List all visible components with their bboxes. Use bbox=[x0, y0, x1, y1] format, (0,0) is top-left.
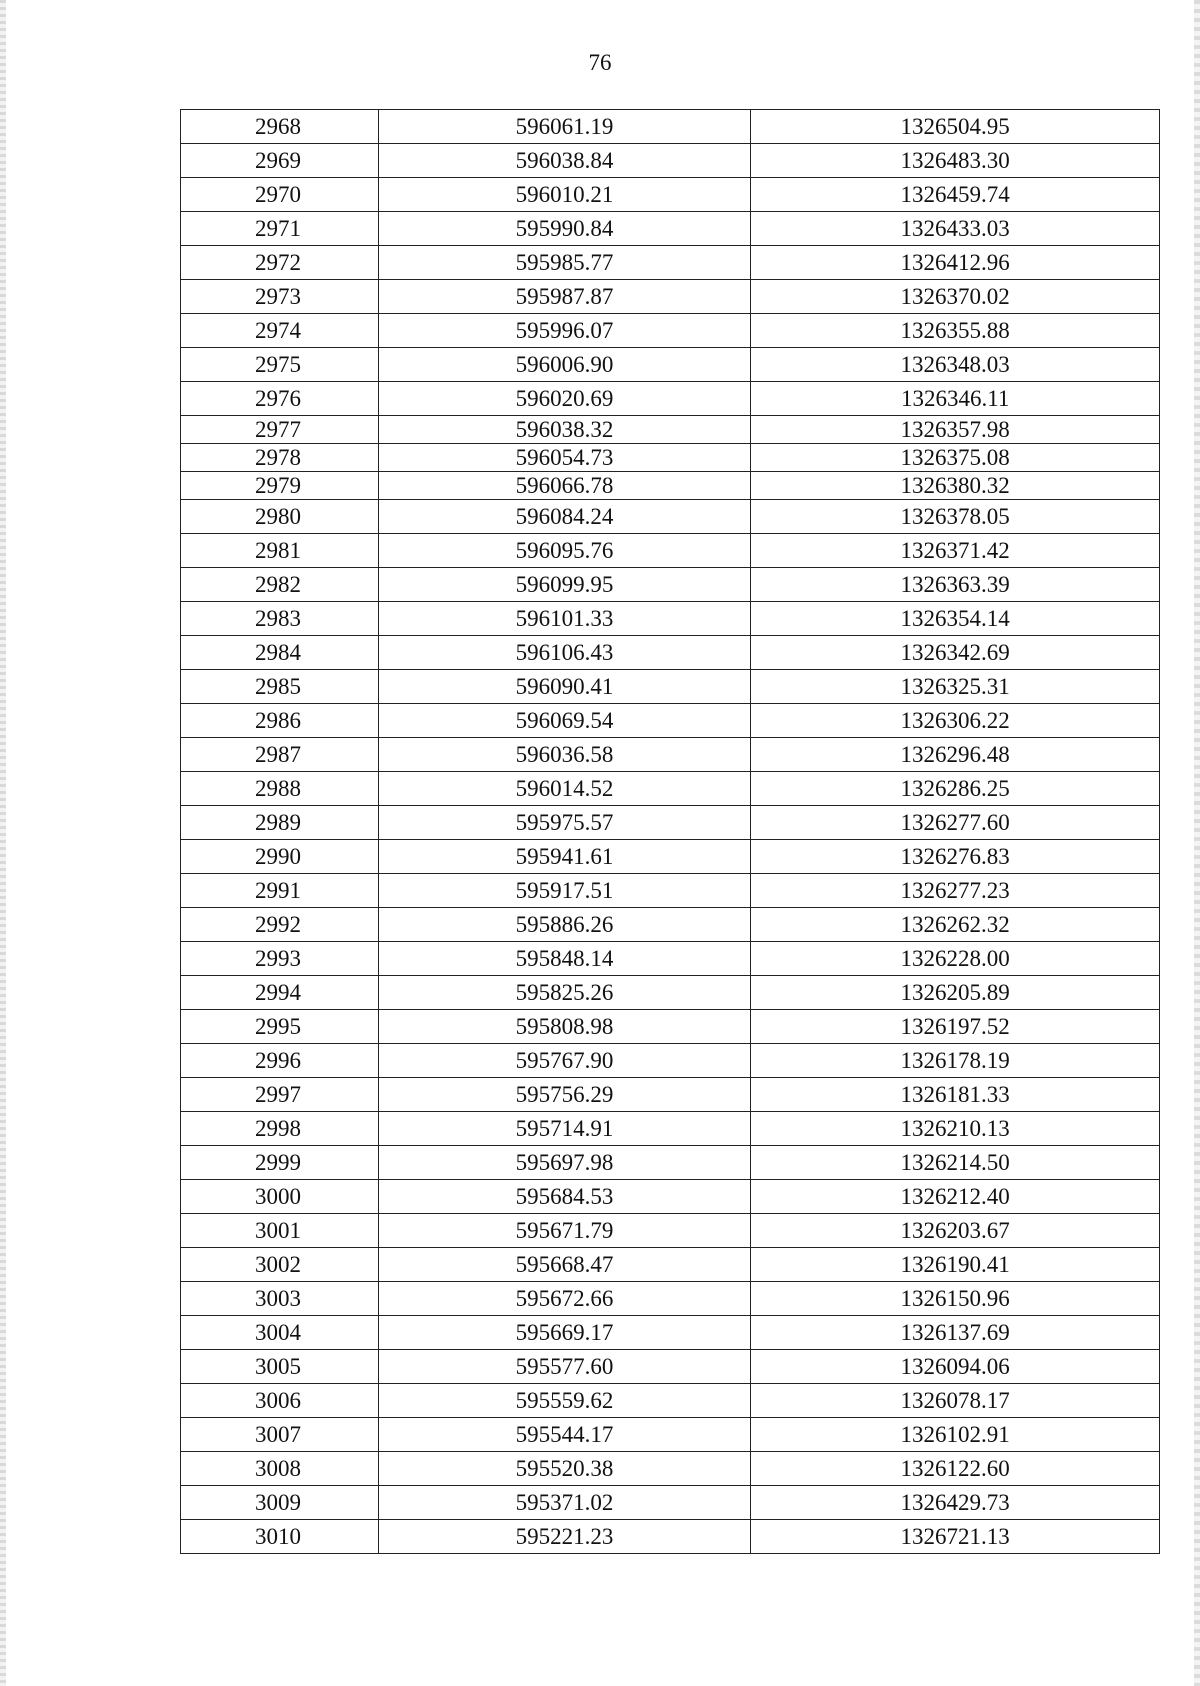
x-coordinate-cell: 595985.77 bbox=[378, 246, 751, 280]
table-row bbox=[181, 212, 1160, 246]
y-coordinate-cell: 1326205.89 bbox=[751, 976, 1160, 1010]
point-number-cell: 2998 bbox=[181, 1112, 379, 1146]
y-coordinate-cell: 1326306.22 bbox=[751, 704, 1160, 738]
point-number-cell: 2968 bbox=[181, 110, 379, 144]
point-number-cell: 3007 bbox=[181, 1418, 379, 1452]
y-coordinate-cell: 1326433.03 bbox=[751, 212, 1160, 246]
x-coordinate-cell: 595767.90 bbox=[378, 1044, 751, 1078]
point-number-cell: 2982 bbox=[181, 568, 379, 602]
table-row bbox=[181, 444, 1160, 472]
point-number-cell: 2992 bbox=[181, 908, 379, 942]
table-row bbox=[181, 1112, 1160, 1146]
y-coordinate-cell: 1326504.95 bbox=[751, 110, 1160, 144]
y-coordinate-cell: 1326210.13 bbox=[751, 1112, 1160, 1146]
y-coordinate-cell: 1326370.02 bbox=[751, 280, 1160, 314]
point-number-cell: 3003 bbox=[181, 1282, 379, 1316]
table-row bbox=[181, 942, 1160, 976]
table-row bbox=[181, 534, 1160, 568]
x-coordinate-cell: 596061.19 bbox=[378, 110, 751, 144]
x-coordinate-cell: 596084.24 bbox=[378, 500, 751, 534]
table-row bbox=[181, 874, 1160, 908]
y-coordinate-cell: 1326342.69 bbox=[751, 636, 1160, 670]
x-coordinate-cell: 595371.02 bbox=[378, 1486, 751, 1520]
x-coordinate-cell: 595990.84 bbox=[378, 212, 751, 246]
x-coordinate-cell: 596020.69 bbox=[378, 382, 751, 416]
y-coordinate-cell: 1326181.33 bbox=[751, 1078, 1160, 1112]
y-coordinate-cell: 1326346.11 bbox=[751, 382, 1160, 416]
point-number-cell: 3010 bbox=[181, 1520, 379, 1554]
y-coordinate-cell: 1326371.42 bbox=[751, 534, 1160, 568]
table-row bbox=[181, 348, 1160, 382]
table-row bbox=[181, 144, 1160, 178]
table-row bbox=[181, 704, 1160, 738]
table-row bbox=[181, 1282, 1160, 1316]
table-row bbox=[181, 472, 1160, 500]
y-coordinate-cell: 1326375.08 bbox=[751, 444, 1160, 472]
point-number-cell: 2986 bbox=[181, 704, 379, 738]
y-coordinate-cell: 1326277.23 bbox=[751, 874, 1160, 908]
y-coordinate-cell: 1326357.98 bbox=[751, 416, 1160, 444]
x-coordinate-cell: 595520.38 bbox=[378, 1452, 751, 1486]
table-row bbox=[181, 806, 1160, 840]
coordinates-table bbox=[180, 109, 1160, 1554]
point-number-cell: 3002 bbox=[181, 1248, 379, 1282]
y-coordinate-cell: 1326228.00 bbox=[751, 942, 1160, 976]
table-row bbox=[181, 314, 1160, 348]
coordinates-table-body bbox=[181, 110, 1160, 1554]
y-coordinate-cell: 1326150.96 bbox=[751, 1282, 1160, 1316]
y-coordinate-cell: 1326214.50 bbox=[751, 1146, 1160, 1180]
table-row bbox=[181, 382, 1160, 416]
x-coordinate-cell: 595672.66 bbox=[378, 1282, 751, 1316]
point-number-cell: 3006 bbox=[181, 1384, 379, 1418]
table-row bbox=[181, 1248, 1160, 1282]
x-coordinate-cell: 596036.58 bbox=[378, 738, 751, 772]
y-coordinate-cell: 1326483.30 bbox=[751, 144, 1160, 178]
point-number-cell: 3008 bbox=[181, 1452, 379, 1486]
point-number-cell: 2972 bbox=[181, 246, 379, 280]
x-coordinate-cell: 595669.17 bbox=[378, 1316, 751, 1350]
table-row bbox=[181, 1044, 1160, 1078]
point-number-cell: 2996 bbox=[181, 1044, 379, 1078]
y-coordinate-cell: 1326262.32 bbox=[751, 908, 1160, 942]
x-coordinate-cell: 595671.79 bbox=[378, 1214, 751, 1248]
x-coordinate-cell: 595668.47 bbox=[378, 1248, 751, 1282]
y-coordinate-cell: 1326137.69 bbox=[751, 1316, 1160, 1350]
y-coordinate-cell: 1326197.52 bbox=[751, 1010, 1160, 1044]
point-number-cell: 2978 bbox=[181, 444, 379, 472]
y-coordinate-cell: 1326429.73 bbox=[751, 1486, 1160, 1520]
point-number-cell: 2973 bbox=[181, 280, 379, 314]
scan-edge-right bbox=[1194, 0, 1200, 1686]
table-row bbox=[181, 178, 1160, 212]
x-coordinate-cell: 595559.62 bbox=[378, 1384, 751, 1418]
x-coordinate-cell: 595684.53 bbox=[378, 1180, 751, 1214]
x-coordinate-cell: 596066.78 bbox=[378, 472, 751, 500]
point-number-cell: 2980 bbox=[181, 500, 379, 534]
y-coordinate-cell: 1326348.03 bbox=[751, 348, 1160, 382]
y-coordinate-cell: 1326325.31 bbox=[751, 670, 1160, 704]
x-coordinate-cell: 595996.07 bbox=[378, 314, 751, 348]
x-coordinate-cell: 596095.76 bbox=[378, 534, 751, 568]
point-number-cell: 2974 bbox=[181, 314, 379, 348]
point-number-cell: 2999 bbox=[181, 1146, 379, 1180]
x-coordinate-cell: 596106.43 bbox=[378, 636, 751, 670]
point-number-cell: 2970 bbox=[181, 178, 379, 212]
table-row bbox=[181, 1146, 1160, 1180]
point-number-cell: 3004 bbox=[181, 1316, 379, 1350]
x-coordinate-cell: 596010.21 bbox=[378, 178, 751, 212]
x-coordinate-cell: 595221.23 bbox=[378, 1520, 751, 1554]
point-number-cell: 2988 bbox=[181, 772, 379, 806]
table-row bbox=[181, 602, 1160, 636]
table-row bbox=[181, 1520, 1160, 1554]
table-row bbox=[181, 1486, 1160, 1520]
x-coordinate-cell: 596101.33 bbox=[378, 602, 751, 636]
point-number-cell: 2977 bbox=[181, 416, 379, 444]
y-coordinate-cell: 1326102.91 bbox=[751, 1418, 1160, 1452]
point-number-cell: 3001 bbox=[181, 1214, 379, 1248]
point-number-cell: 2989 bbox=[181, 806, 379, 840]
table-row bbox=[181, 976, 1160, 1010]
table-row bbox=[181, 840, 1160, 874]
x-coordinate-cell: 596038.32 bbox=[378, 416, 751, 444]
x-coordinate-cell: 595756.29 bbox=[378, 1078, 751, 1112]
x-coordinate-cell: 595808.98 bbox=[378, 1010, 751, 1044]
point-number-cell: 2984 bbox=[181, 636, 379, 670]
x-coordinate-cell: 595987.87 bbox=[378, 280, 751, 314]
point-number-cell: 2981 bbox=[181, 534, 379, 568]
x-coordinate-cell: 596054.73 bbox=[378, 444, 751, 472]
y-coordinate-cell: 1326212.40 bbox=[751, 1180, 1160, 1214]
y-coordinate-cell: 1326296.48 bbox=[751, 738, 1160, 772]
point-number-cell: 2995 bbox=[181, 1010, 379, 1044]
table-row bbox=[181, 280, 1160, 314]
point-number-cell: 2976 bbox=[181, 382, 379, 416]
point-number-cell: 3009 bbox=[181, 1486, 379, 1520]
point-number-cell: 2994 bbox=[181, 976, 379, 1010]
x-coordinate-cell: 595577.60 bbox=[378, 1350, 751, 1384]
table-row bbox=[181, 636, 1160, 670]
y-coordinate-cell: 1326078.17 bbox=[751, 1384, 1160, 1418]
x-coordinate-cell: 595848.14 bbox=[378, 942, 751, 976]
table-row bbox=[181, 110, 1160, 144]
point-number-cell: 3000 bbox=[181, 1180, 379, 1214]
y-coordinate-cell: 1326277.60 bbox=[751, 806, 1160, 840]
table-row bbox=[181, 908, 1160, 942]
point-number-cell: 2983 bbox=[181, 602, 379, 636]
scan-edge-left bbox=[0, 0, 6, 1686]
table-row bbox=[181, 1180, 1160, 1214]
point-number-cell: 2997 bbox=[181, 1078, 379, 1112]
point-number-cell: 2991 bbox=[181, 874, 379, 908]
table-row bbox=[181, 670, 1160, 704]
y-coordinate-cell: 1326363.39 bbox=[751, 568, 1160, 602]
y-coordinate-cell: 1326412.96 bbox=[751, 246, 1160, 280]
table-row bbox=[181, 1316, 1160, 1350]
point-number-cell: 3005 bbox=[181, 1350, 379, 1384]
page-number: 76 bbox=[588, 50, 612, 75]
table-row bbox=[181, 1452, 1160, 1486]
x-coordinate-cell: 596099.95 bbox=[378, 568, 751, 602]
point-number-cell: 2979 bbox=[181, 472, 379, 500]
y-coordinate-cell: 1326276.83 bbox=[751, 840, 1160, 874]
y-coordinate-cell: 1326378.05 bbox=[751, 500, 1160, 534]
x-coordinate-cell: 596069.54 bbox=[378, 704, 751, 738]
x-coordinate-cell: 595917.51 bbox=[378, 874, 751, 908]
point-number-cell: 2985 bbox=[181, 670, 379, 704]
x-coordinate-cell: 596006.90 bbox=[378, 348, 751, 382]
x-coordinate-cell: 595975.57 bbox=[378, 806, 751, 840]
point-number-cell: 2969 bbox=[181, 144, 379, 178]
y-coordinate-cell: 1326354.14 bbox=[751, 602, 1160, 636]
x-coordinate-cell: 595941.61 bbox=[378, 840, 751, 874]
table-row bbox=[181, 416, 1160, 444]
x-coordinate-cell: 596014.52 bbox=[378, 772, 751, 806]
table-row bbox=[181, 1384, 1160, 1418]
x-coordinate-cell: 596038.84 bbox=[378, 144, 751, 178]
point-number-cell: 2993 bbox=[181, 942, 379, 976]
y-coordinate-cell: 1326203.67 bbox=[751, 1214, 1160, 1248]
point-number-cell: 2971 bbox=[181, 212, 379, 246]
y-coordinate-cell: 1326355.88 bbox=[751, 314, 1160, 348]
table-row bbox=[181, 738, 1160, 772]
y-coordinate-cell: 1326122.60 bbox=[751, 1452, 1160, 1486]
table-row bbox=[181, 246, 1160, 280]
x-coordinate-cell: 596090.41 bbox=[378, 670, 751, 704]
point-number-cell: 2987 bbox=[181, 738, 379, 772]
table-row bbox=[181, 772, 1160, 806]
table-row bbox=[181, 500, 1160, 534]
table-row bbox=[181, 1214, 1160, 1248]
y-coordinate-cell: 1326178.19 bbox=[751, 1044, 1160, 1078]
table-row bbox=[181, 1078, 1160, 1112]
table-row bbox=[181, 1010, 1160, 1044]
y-coordinate-cell: 1326380.32 bbox=[751, 472, 1160, 500]
y-coordinate-cell: 1326190.41 bbox=[751, 1248, 1160, 1282]
point-number-cell: 2975 bbox=[181, 348, 379, 382]
x-coordinate-cell: 595714.91 bbox=[378, 1112, 751, 1146]
table-row bbox=[181, 1418, 1160, 1452]
y-coordinate-cell: 1326286.25 bbox=[751, 772, 1160, 806]
y-coordinate-cell: 1326094.06 bbox=[751, 1350, 1160, 1384]
x-coordinate-cell: 595886.26 bbox=[378, 908, 751, 942]
y-coordinate-cell: 1326459.74 bbox=[751, 178, 1160, 212]
point-number-cell: 2990 bbox=[181, 840, 379, 874]
x-coordinate-cell: 595544.17 bbox=[378, 1418, 751, 1452]
table-row bbox=[181, 568, 1160, 602]
x-coordinate-cell: 595825.26 bbox=[378, 976, 751, 1010]
table-row bbox=[181, 1350, 1160, 1384]
x-coordinate-cell: 595697.98 bbox=[378, 1146, 751, 1180]
y-coordinate-cell: 1326721.13 bbox=[751, 1520, 1160, 1554]
